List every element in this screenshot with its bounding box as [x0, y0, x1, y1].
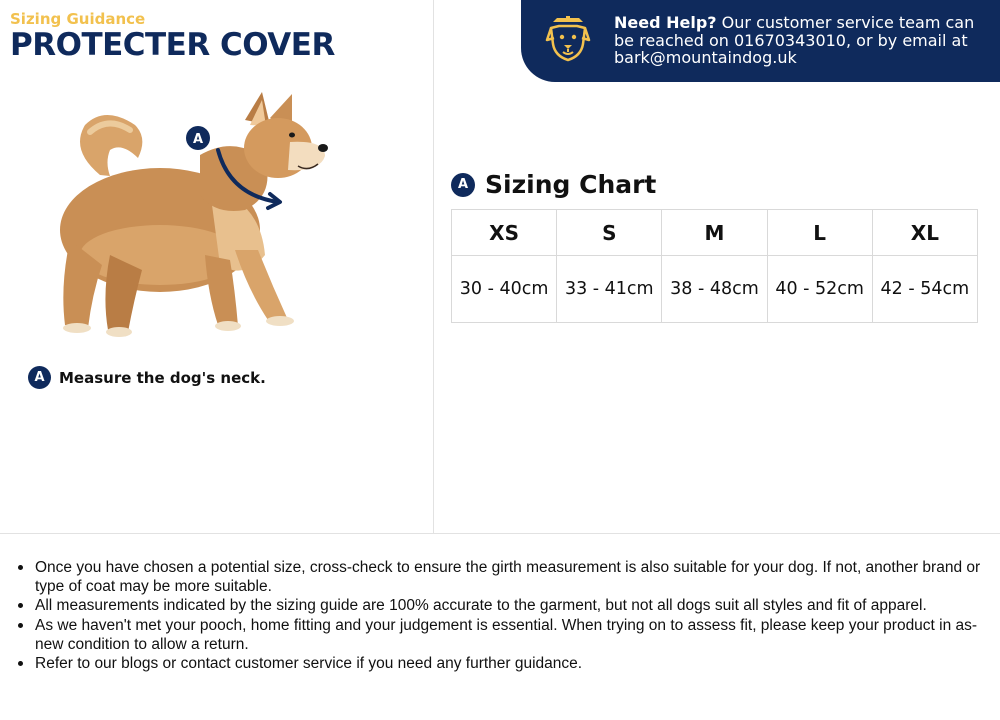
help-body: Our customer service team can be reached on 01670343010, or by email at bark@mountaindog.uk: [614, 13, 975, 67]
sizing-table: [451, 209, 978, 323]
size-header: XS: [452, 210, 557, 256]
dog-icon: [30, 80, 350, 350]
horizontal-divider: [0, 533, 1000, 534]
chart-badge: A: [451, 173, 475, 197]
header: [10, 10, 335, 62]
guidance-notes: [12, 558, 987, 673]
illustration-badge: A: [192, 132, 204, 147]
page-subtitle: Sizing Guidance: [10, 10, 146, 28]
vertical-divider: [433, 0, 434, 533]
note-item: As we haven't met your pooch, home fitting and your judgement is essential. When trying on to assess fit, please keep your product in as-new condition to allow a return.: [12, 616, 987, 654]
size-header: XL: [872, 210, 977, 256]
size-header: L: [767, 210, 872, 256]
help-text: [614, 14, 994, 67]
measurement-instruction: [28, 366, 266, 389]
size-range-cell: 42 - 54cm: [872, 256, 977, 323]
measurement-badge: A: [28, 366, 51, 389]
size-header-row: [452, 210, 978, 256]
size-range-cell: 38 - 48cm: [662, 256, 767, 323]
help-banner: [521, 0, 1000, 82]
size-header: S: [557, 210, 662, 256]
sizing-chart-heading: [451, 170, 656, 199]
note-item: Once you have chosen a potential size, cross-check to ensure the girth measurement is also suitable for your dog. If not, another brand or type of coat may be more suitable.: [12, 558, 987, 596]
dog-logo-icon: [543, 14, 593, 64]
chart-title: Sizing Chart: [485, 170, 657, 199]
size-range-cell: 30 - 40cm: [452, 256, 557, 323]
size-header: M: [662, 210, 767, 256]
page-title: PROTECTER COVER: [10, 27, 335, 63]
size-range-cell: 40 - 52cm: [767, 256, 872, 323]
size-range-row: [452, 256, 978, 323]
size-range-cell: 33 - 41cm: [557, 256, 662, 323]
note-item: All measurements indicated by the sizing guide are 100% accurate to the garment, but not all dogs suit all styles and fit of apparel.: [12, 596, 987, 615]
measurement-text: Measure the dog's neck.: [59, 368, 266, 387]
note-item: Refer to our blogs or contact customer service if you need any further guidance.: [12, 654, 987, 673]
help-lead: Need Help?: [614, 13, 717, 32]
